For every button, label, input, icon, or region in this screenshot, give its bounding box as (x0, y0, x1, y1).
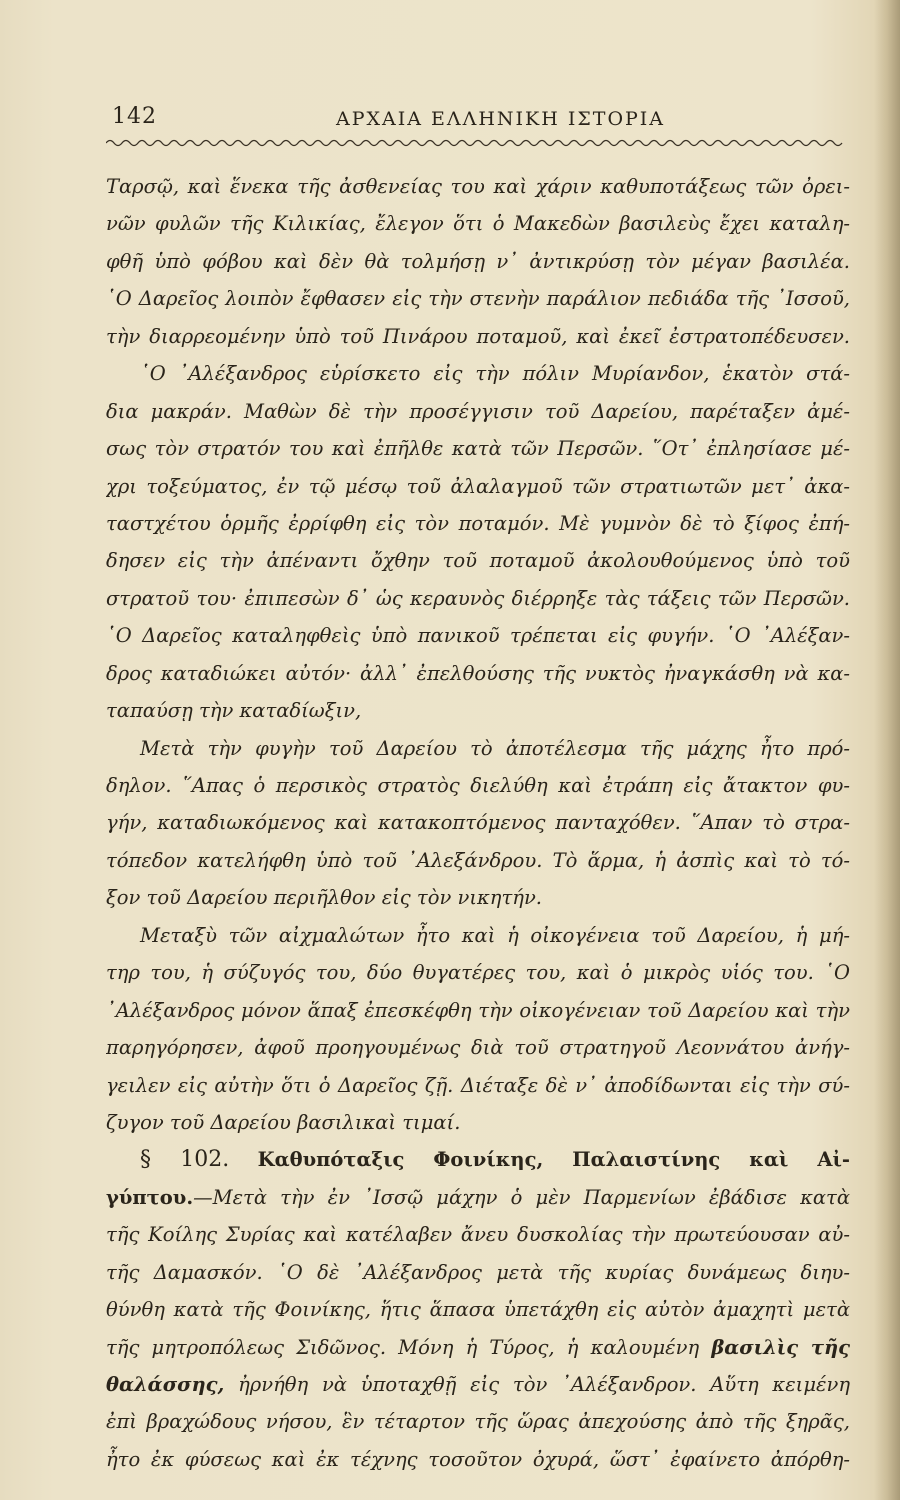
text-line: τόπεδον κατελήφθη ὑπὸ τοῦ ᾿Αλεξάνδρου. Τὸ ἅρμα, ἡ ἀσπὶς καὶ τὸ τό- (106, 848, 850, 872)
text-line: γειλεν εἰς αὐτὴν ὅτι ὁ Δαρεῖος ζῇ. Διέταξε δὲ ν᾽ ἀποδίδωνται εἰς τὴν σύ- (106, 1073, 850, 1097)
text-line (106, 1329, 850, 1366)
text-line (106, 1366, 850, 1403)
section-heading-cont: γύπτου. (106, 1185, 194, 1209)
section-heading-line (106, 1141, 850, 1178)
text-line: δια μακράν. Μαθὼν δὲ τὴν προσέγγισιν τοῦ Δαρείου, παρέταξεν ἀμέ- (106, 399, 850, 423)
text-segment: τῆς μητροπόλεως Σιδῶνος. Μόνη ἡ Τύρος, ἡ καλουμένη (106, 1335, 700, 1359)
text-line: τῆς Κοίλης Συρίας καὶ κατέλαβεν ἄνευ δυσκολίας τὴν πρωτεύουσαν αὐ- (106, 1223, 850, 1247)
emphasized-phrase: θαλάσσης, (106, 1373, 225, 1396)
text-line: ῾Ο Δαρεῖος καταληφθεὶς ὑπὸ πανικοῦ τρέπεται εἰς φυγήν. ῾Ο ᾿Αλέξαν- (106, 624, 850, 648)
text-line: ᾿Αλέξανδρος μόνον ἅπαξ ἐπεσκέφθη τὴν οἰκογένειαν τοῦ Δαρείου καὶ τὴν (106, 998, 850, 1022)
text-line: τηρ του, ἡ σύζυγός του, δύο θυγατέρες του, καὶ ὁ μικρὸς υἱός του. ῾Ο (106, 961, 850, 985)
text-line: —Μετὰ τὴν ἐν ᾿Ισσῷ μάχην ὁ μὲν Παρμενίων ἐβάδισε κατὰ (193, 1185, 850, 1209)
text-line: ἦτο ἐκ φύσεως καὶ ἐκ τέχνης τοσοῦτον ὀχυρά, ὥστ᾽ ἐφαίνετο ἀπόρθη- (106, 1447, 850, 1471)
text-line: Μεταξὺ τῶν αἰχμαλώτων ἦτο καὶ ἡ οἰκογένεια τοῦ Δαρείου, ἡ μή- (140, 923, 850, 947)
text-line: τὴν διαρρεομένην ὑπὸ τοῦ Πινάρου ποταμοῦ, καὶ ἐκεῖ ἐστρατοπέδευσεν. (106, 324, 850, 348)
page-binding-shadow (874, 0, 900, 1500)
section-number: § 102. (140, 1147, 230, 1173)
text-line: ῾Ο Δαρεῖος λοιπὸν ἔφθασεν εἰς τὴν στενὴν παράλιον πεδιάδα τῆς ᾿Ισσοῦ, (106, 287, 850, 311)
text-line: θύνθη κατὰ τῆς Φοινίκης, ἥτις ἅπασα ὑπετάχθη εἰς αὐτὸν ἀμαχητὶ μετὰ (106, 1298, 850, 1322)
text-segment: ἠρνήθη νὰ ὑποταχθῇ εἰς τὸν ᾿Αλέξανδρον. Αὕτη κειμένη (238, 1373, 850, 1396)
section-heading-line (106, 1179, 850, 1216)
text-line: νῶν φυλῶν τῆς Κιλικίας, ἔλεγον ὅτι ὁ Μακεδὼν βασιλεὺς ἔχει καταλη- (106, 212, 850, 236)
text-line: ἐπὶ βραχώδους νήσου, ἓν τέταρτον τῆς ὥρας ἀπεχούσης ἀπὸ τῆς ξηρᾶς, (106, 1410, 850, 1434)
wavy-rule-ornament (106, 136, 846, 150)
emphasized-phrase: βασιλὶς τῆς (711, 1335, 850, 1359)
text-line: χρι τοξεύματος, ἐν τῷ μέσῳ τοῦ ἀλαλαγμοῦ τῶν στρατιωτῶν μετ᾽ ἀκα- (106, 474, 850, 498)
text-line: ταπαύσῃ τὴν καταδίωξιν, (106, 699, 362, 723)
running-title: ΑΡΧΑΙΑ ΕΛΛΗΝΙΚΗ ΙΣΤΟΡΙΑ (336, 108, 666, 130)
text-line: ξον τοῦ Δαρείου περιῆλθον εἰς τὸν νικητήν. (106, 886, 542, 910)
page-number: 142 (112, 104, 157, 129)
text-line: δρος καταδιώκει αὐτόν· ἀλλ᾽ ἐπελθούσης τῆς νυκτὸς ἠναγκάσθη νὰ κα- (106, 661, 850, 685)
text-line: δησεν εἰς τὴν ἀπέναντι ὄχθην τοῦ ποταμοῦ ἀκολουθούμενος ὑπὸ τοῦ (106, 549, 850, 573)
text-line: φθῆ ὑπὸ φόβου καὶ δὲν θὰ τολμήσῃ ν᾽ ἀντικρύσῃ τὸν μέγαν βασιλέα. (106, 249, 850, 273)
text-line: Μετὰ τὴν φυγὴν τοῦ Δαρείου τὸ ἀποτέλεσμα τῆς μάχης ἦτο πρό- (140, 736, 850, 760)
main-text (106, 168, 850, 1478)
text-line: Ταρσῷ, καὶ ἕνεκα τῆς ἀσθενείας του καὶ χάριν καθυποτάξεως τῶν ὀρει- (106, 175, 850, 198)
text-line: δηλον. ῞Απας ὁ περσικὸς στρατὸς διελύθη καὶ ἐτράπη εἰς ἄτακτον φυ- (106, 774, 850, 797)
text-line: παρηγόρησεν, ἀφοῦ προηγουμένως διὰ τοῦ στρατηγοῦ Λεοννάτου ἀνήγ- (106, 1036, 850, 1060)
text-line: ζυγον τοῦ Δαρείου βασιλικαὶ τιμαί. (106, 1110, 461, 1134)
text-line: σως τὸν στρατόν του καὶ ἐπῆλθε κατὰ τῶν Περσῶν. ῞Οτ᾽ ἐπλησίασε μέ- (106, 437, 850, 461)
text-line: ῾Ο ᾿Αλέξανδρος εὑρίσκετο εἰς τὴν πόλιν Μυρίανδον, ἑκατὸν στά- (140, 362, 850, 386)
section-heading: Καθυπόταξις Φοινίκης, Παλαιστίνης καὶ Αἰ- (257, 1148, 850, 1172)
text-line: ταστχέτου ὁρμῆς ἐρρίφθη εἰς τὸν ποταμόν. Μὲ γυμνὸν δὲ τὸ ξίφος ἐπή- (106, 511, 850, 535)
text-line: τῆς Δαμασκόν. ῾Ο δὲ ᾿Αλέξανδρος μετὰ τῆς κυρίας δυνάμεως διηυ- (106, 1260, 850, 1284)
text-line: γήν, καταδιωκόμενος καὶ κατακοπτόμενος πανταχόθεν. ῞Απαν τὸ στρα- (106, 811, 850, 835)
text-line: στρατοῦ του· ἐπιπεσὼν δ᾽ ὡς κεραυνὸς διέρρηξε τὰς τάξεις τῶν Περσῶν. (106, 586, 850, 610)
